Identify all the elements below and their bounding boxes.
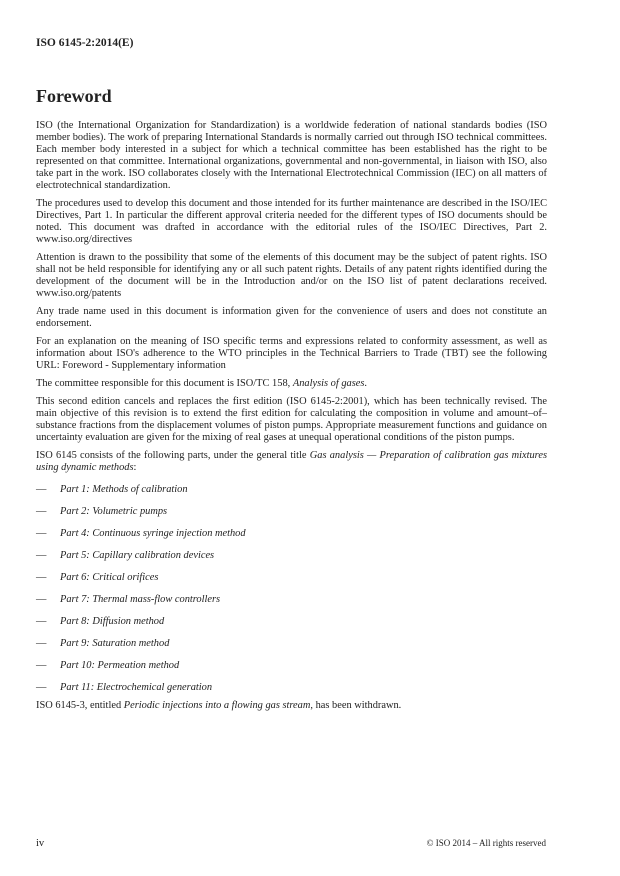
foreword-body (36, 120, 547, 718)
paragraph: ISO (the International Organization for Standardization) is a worldwide federation of national standards bodies (ISO member bodies). The work of preparing International Standards is normally carried out through ISO technical committees. Each member body interested in a subject for which a technical committee has been established has the right to be represented on that committee. International organizations, governmental and non-governmental, in liaison with ISO, also take part in the work. ISO collaborates closely with the International Electrotechnical Commission (IEC) on all matters of electrotechnical standardization. (36, 120, 547, 191)
list-item (36, 528, 547, 540)
part-title: Part 1: Methods of calibration (60, 484, 188, 495)
part-title: Part 7: Thermal mass-flow controllers (60, 594, 221, 605)
part-title: Part 9: Saturation method (60, 638, 170, 649)
list-item (36, 572, 547, 584)
dash: — (36, 528, 47, 539)
paragraph: For an explanation on the meaning of ISO specific terms and expressions related to conformity assessment, as well as information about ISO's adherence to the WTO principles in the Technical Barriers to Trade (TBT) see the following URL: Foreword - Supplementary information (36, 336, 547, 371)
part-title: Part 5: Capillary calibration devices (60, 550, 215, 561)
text: ISO 6145-3, entitled (36, 700, 124, 711)
list-item (36, 506, 547, 518)
withdrawn-title: Periodic injections into a flowing gas stream (123, 700, 311, 711)
part-title: Part 4: Continuous syringe injection method (60, 528, 246, 539)
part-title: Part 6: Critical orifices (60, 572, 159, 583)
dash: — (36, 660, 47, 671)
dash: — (36, 682, 47, 693)
text: ISO 6145 consists of the following parts, under the general title (36, 450, 310, 461)
dash: — (36, 638, 47, 649)
list-item (36, 550, 547, 562)
dash: — (36, 506, 47, 517)
paragraph: Attention is drawn to the possibility that some of the elements of this document may be the subject of patent rights. ISO shall not be held responsible for identifying any or all such patent rights. Details of any patent rights identified during the development of the document will be in the Introduction and/or on the ISO list of patent declarations received. www.iso.org/patents (36, 252, 547, 299)
list-item (36, 616, 547, 628)
list-item (36, 682, 547, 694)
part-title: Part 8: Diffusion method (60, 616, 165, 627)
document-header: ISO 6145-2:2014(E) (36, 37, 134, 49)
part-title: Part 10: Permeation method (60, 660, 180, 671)
parts-intro (36, 450, 547, 474)
dash: — (36, 594, 47, 605)
part-title: Part 2: Volumetric pumps (60, 506, 168, 517)
paragraph: The procedures used to develop this document and those intended for its further maintenance are described in the ISO/IEC Directives, Part 1. In particular the different approval criteria needed for the different types of ISO documents should be noted. This document was drafted in accordance with the editorial rules of the ISO/IEC Directives, Part 2. www.iso.org/directives (36, 198, 547, 245)
committee-paragraph (36, 378, 547, 390)
list-item (36, 484, 547, 496)
part-title: Part 11: Electrochemical generation (60, 682, 213, 693)
copyright: © ISO 2014 – All rights reserved (426, 838, 546, 848)
page-number: iv (36, 838, 45, 849)
edition-paragraph: This second edition cancels and replaces the first edition (ISO 6145-2:2001), which has been technically revised. The main objective of this revision is to extend the first edition for calculating the composition in volume and amount–of–substance fractions from the displacement volumes of piston pumps. Appropriate measurement functions and guidance on uncertainty evaluation are given for the mixing of real gases at unequal operational conditions of the piston pumps. (36, 396, 547, 443)
dash: — (36, 484, 47, 495)
parts-list (36, 484, 547, 694)
list-item (36, 660, 547, 672)
page-title: Foreword (36, 86, 112, 106)
list-item (36, 638, 547, 650)
text: , has been withdrawn. (310, 700, 402, 711)
text: : (133, 462, 137, 473)
dash: — (36, 550, 47, 561)
text: The committee responsible for this document is ISO/TC 158, (36, 378, 293, 389)
paragraph: Any trade name used in this document is information given for the convenience of users and does not constitute an endorsement. (36, 306, 547, 329)
general-title: Gas analysis — Preparation of calibration gas mixtures using dynamic methods (36, 450, 547, 473)
dash: — (36, 616, 47, 627)
withdrawn-paragraph (36, 700, 547, 712)
committee-name: Analysis of gases (292, 378, 365, 389)
dash: — (36, 572, 47, 583)
list-item (36, 594, 547, 606)
text: . (364, 378, 368, 389)
